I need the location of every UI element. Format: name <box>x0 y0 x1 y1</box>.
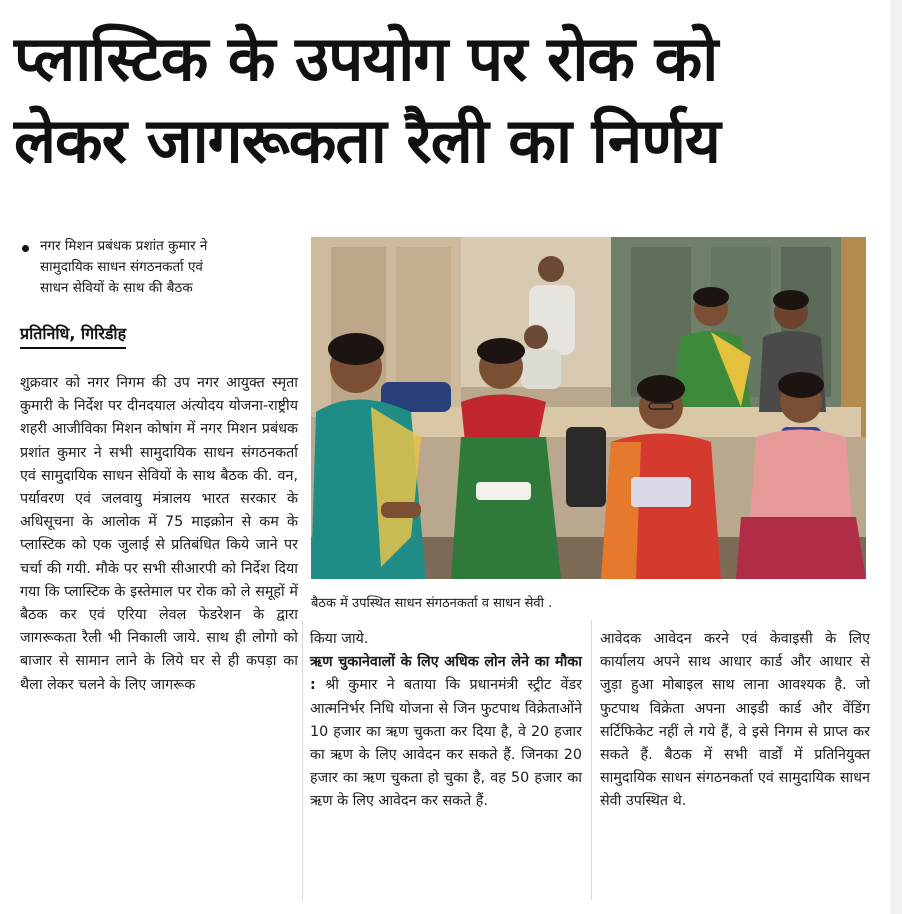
headline-line-1: प्लास्टिक के उपयोग पर रोक को <box>14 22 718 95</box>
highlight-line-1: नगर मिशन प्रबंधक प्रशांत कुमार ने <box>40 238 208 254</box>
news-photo <box>311 237 866 579</box>
photo-caption: बैठक में उपस्थित साधन संगठनकर्ता व साधन सेवी . <box>311 596 553 611</box>
column-divider <box>591 620 592 900</box>
headline <box>14 18 884 182</box>
highlight-bullet <box>20 236 300 299</box>
highlight-line-3: साधन सेवियों के साथ की बैठक <box>40 280 193 296</box>
highlight-line-2: सामुदायिक साधन संगठनकर्ता एवं <box>40 259 203 275</box>
page-edge <box>890 0 902 914</box>
article-column-3 <box>600 628 870 814</box>
headline-line-2: लेकर जागरूकता रैली का निर्णय <box>14 104 720 177</box>
byline: प्रतिनिधि, गिरिडीह <box>20 322 126 349</box>
column-2-text: श्री कुमार ने बताया कि प्रधानमंत्री स्ट्रीट वेंडर आत्मनिर्भर निधि योजना से जिन फुटपाथ विक्रेताओंने 10 हजार का ऋण चुकता कर दिया है, वे 20 हजार का ऋण के लिए आवेदन कर सकते हैं. जिनका 20 हजार का ऋण चुकता हो चुका है, वह 50 हजार का ऋण के लिए आवेदन कर सकते हैं. <box>310 677 582 810</box>
subheading: ऋण चुकानेवालों के लिए अधिक लोन लेने का मौका : <box>310 654 582 694</box>
column-3-text: आवेदक आवेदन करने एवं केवाइसी के लिए कार्यालय अपने साथ आधार कार्ड और आधार से जुड़ा हुआ मोबाइल साथ लाना आवश्यक है. जो फुटपाथ विक्रेता अपना आइडी कार्ड और वेंडिंग सर्टिफिकेट नहीं ले गये हैं, वे इसे निगम से प्राप्त कर सकते हैं. बैठक में सभी वार्डों में प्रतिनियुक्त सामुदायिक साधन संगठनकर्ता एवं सामुदायिक साधन सेवी उपस्थित थे. <box>600 631 870 810</box>
column-1-text: शुक्रवार को नगर निगम की उप नगर आयुक्त स्मृता कुमारी के निर्देश पर दीनदयाल अंत्योदय योजना-राष्ट्रीय शहरी आजीविका मिशन कोषांग में नगर मिशन प्रबंधक प्रशांत कुमार ने सभी सामुदायिक साधन संगठनकर्ता एवं सामुदायिक साधन सेवियों के साथ बैठक की. वन, पर्यावरण एवं जलवायु मंत्रालय भारत सरकार के अधिसूचना के आलोक में 75 माइक्रोन से कम के प्लास्टिक को एक जुलाई से प्रतिबंधित किये जाने पर चर्चा की गयी. मौके पर सभी सीआरपी को निर्देश दिया गया कि प्लास्टिक के इस्तेमाल पर रोक को ले समूहों में बैठक कर एवं एरिया लेवल फेडरेशन के द्वारा जागरूकता रैली भी निकाली जाये. साथ ही लोगो को बाजार से सामान लाने के लिये घर से ही कपड़ा का थैला लेकर चलने के लिए जागरूक <box>20 375 298 693</box>
column-2-lead: किया जाये. <box>310 631 369 647</box>
meeting-photo-illustration <box>311 237 866 579</box>
article-column-1 <box>20 372 298 697</box>
highlight-text <box>20 236 300 299</box>
article-column-2 <box>310 628 582 814</box>
column-divider <box>302 620 303 900</box>
column-2-paragraph <box>310 651 582 813</box>
